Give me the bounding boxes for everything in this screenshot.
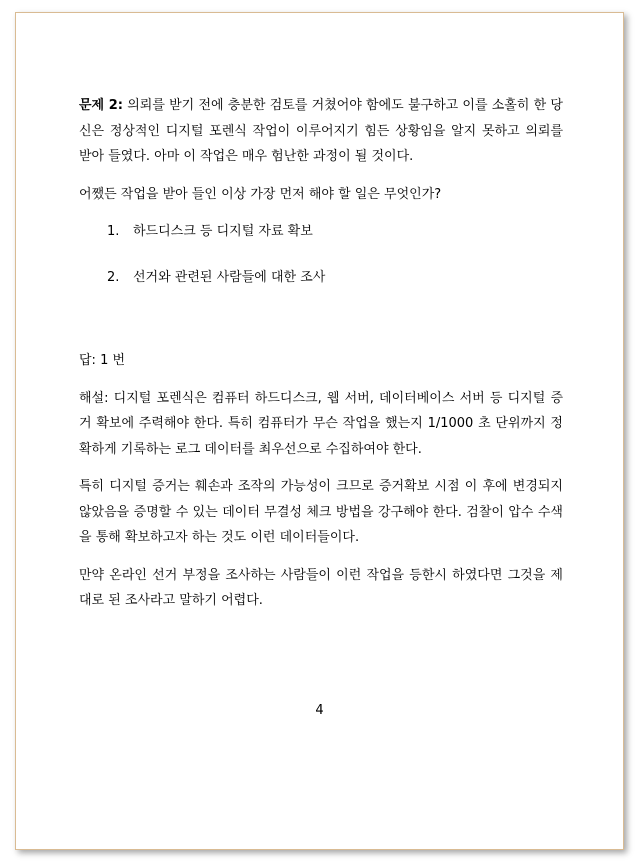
explanation-paragraph: 해설: 디지털 포렌식은 컴퓨터 하드디스크, 웹 서버, 데이터베이스 서버 등 디지털 증거 확보에 주력해야 한다. 특히 컴퓨터가 무슨 작업을 했는지 1/1000 초 단위까지 정확하게 기록하는 로그 데이터를 최우선으로 수집하여야 한다. [79,390,563,457]
option-number: 1. [107,224,120,239]
option-text: 선거와 관련된 사람들에 대한 조사 [133,269,326,285]
options-list [79,219,563,290]
explanation-paragraph: 만약 온라인 선거 부정을 조사하는 사람들이 이런 작업을 등한시 하였다면 그것을 제대로 된 조사라고 말하기 어렵다. [79,567,563,608]
answer-line: 답: 1 번 [79,353,126,368]
option-text: 하드디스크 등 디지털 자료 확보 [133,224,313,239]
page-number: 4 [315,703,324,718]
question-prompt: 어쨌든 작업을 받아 들인 이상 가장 먼저 해야 할 일은 무엇인가? [79,186,442,202]
option-item [107,219,563,245]
page-content [79,93,563,626]
option-item [107,265,563,291]
question-paragraph [79,93,563,170]
question-text: 의뢰를 받기 전에 충분한 검토를 거쳤어야 함에도 불구하고 이를 소홀히 한 당신은 정상적인 디지털 포렌식 작업이 이루어지기 힘든 상황임을 알지 못하고 의뢰를 받아 들였다. 아마 이 작업은 매우 험난한 과정이 될 것이다. [79,98,563,164]
question-label: 문제 2: [79,98,123,113]
explanation-paragraph: 특히 디지털 증거는 훼손과 조작의 가능성이 크므로 증거확보 시점 이 후에 변경되지 않았음을 증명할 수 있는 데이터 무결성 체크 방법을 강구해야 한다. 검찰이 압수 수색을 통해 확보하고자 하는 것도 이런 데이터들이다. [79,479,563,545]
option-number: 2. [107,269,120,285]
spacer [79,310,563,348]
document-page [15,12,624,850]
